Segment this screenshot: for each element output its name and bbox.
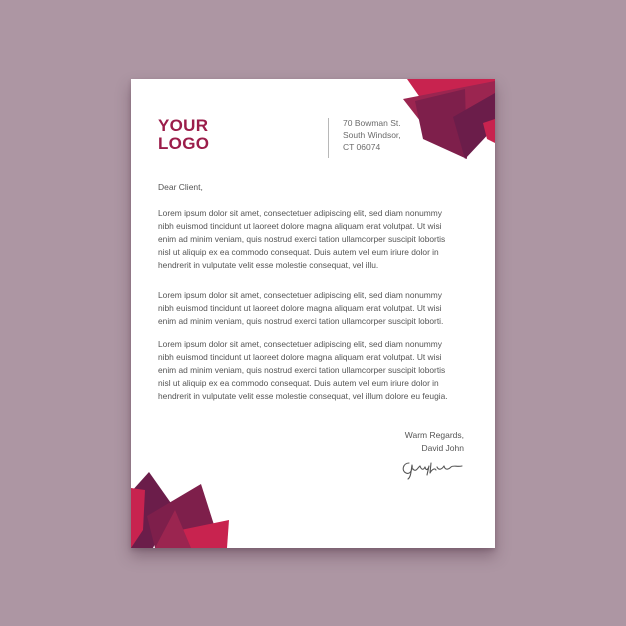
address-line-3: CT 06074 [343,142,381,152]
logo-line-1: YOUR [158,116,209,135]
body-paragraph-3 [158,338,478,403]
paragraph-line: enim ad minim veniam, quis nostrud exerci tation ullamcorper suscipit lobortis [158,234,446,244]
paragraph-line: Lorem ipsum dolor sit amet, consectetuer adipiscing elit, sed diam nonummy [158,339,442,349]
paragraph-line: Lorem ipsum dolor sit amet, consectetuer adipiscing elit, sed diam nonummy [158,208,442,218]
paragraph-line: nisl ut aliquip ex ea commodo consequat. Duis autem vel eum iriure dolor in [158,247,439,257]
corner-ornament-bottom-left [131,472,229,548]
letterhead-page [131,79,495,548]
paragraph-line: nibh euismod tincidunt ut laoreet dolore magna aliquam erat volutpat. Ut wisi [158,221,442,231]
signature-graphic [399,457,469,481]
address-line-1: 70 Bowman St. [343,118,401,128]
closing-greeting: Warm Regards, [404,430,464,440]
company-address [343,117,401,153]
closing-block [405,429,464,455]
paragraph-line: nibh euismod tincidunt ut laoreet dolore magna aliquam erat volutpat. Ut wisi [158,303,442,313]
company-logo [158,117,209,153]
header-divider [328,118,329,158]
salutation: Dear Client, [158,182,203,192]
corner-ornament-top-right [403,79,495,161]
address-line-2: South Windsor, [343,130,401,140]
paragraph-line: nibh euismod tincidunt ut laoreet dolore magna aliquam erat volutpat. Ut wisi [158,352,442,362]
body-paragraph-1 [158,207,478,272]
paragraph-line: enim ad minim veniam, quis nostrud exerci tation ullamcorper suscipit lobortis [158,365,446,375]
paragraph-line: hendrerit in vulputate velit esse molestie consequat, vel illu. [158,260,379,270]
paragraph-line: Lorem ipsum dolor sit amet, consectetuer adipiscing elit, sed diam nonummy [158,290,442,300]
paragraph-line: nisl ut aliquip ex ea commodo consequat. Duis autem vel eum iriure dolor in [158,378,439,388]
closing-name: David John [421,443,464,453]
paragraph-line: hendrerit in vulputate velit esse molestie consequat, vel illum dolore eu feugia. [158,391,448,401]
body-paragraph-2 [158,289,478,328]
paragraph-line: enim ad minim veniam, quis nostrud exerci tation ullamcorper suscipit loborti. [158,316,444,326]
logo-line-2: LOGO [158,134,210,153]
